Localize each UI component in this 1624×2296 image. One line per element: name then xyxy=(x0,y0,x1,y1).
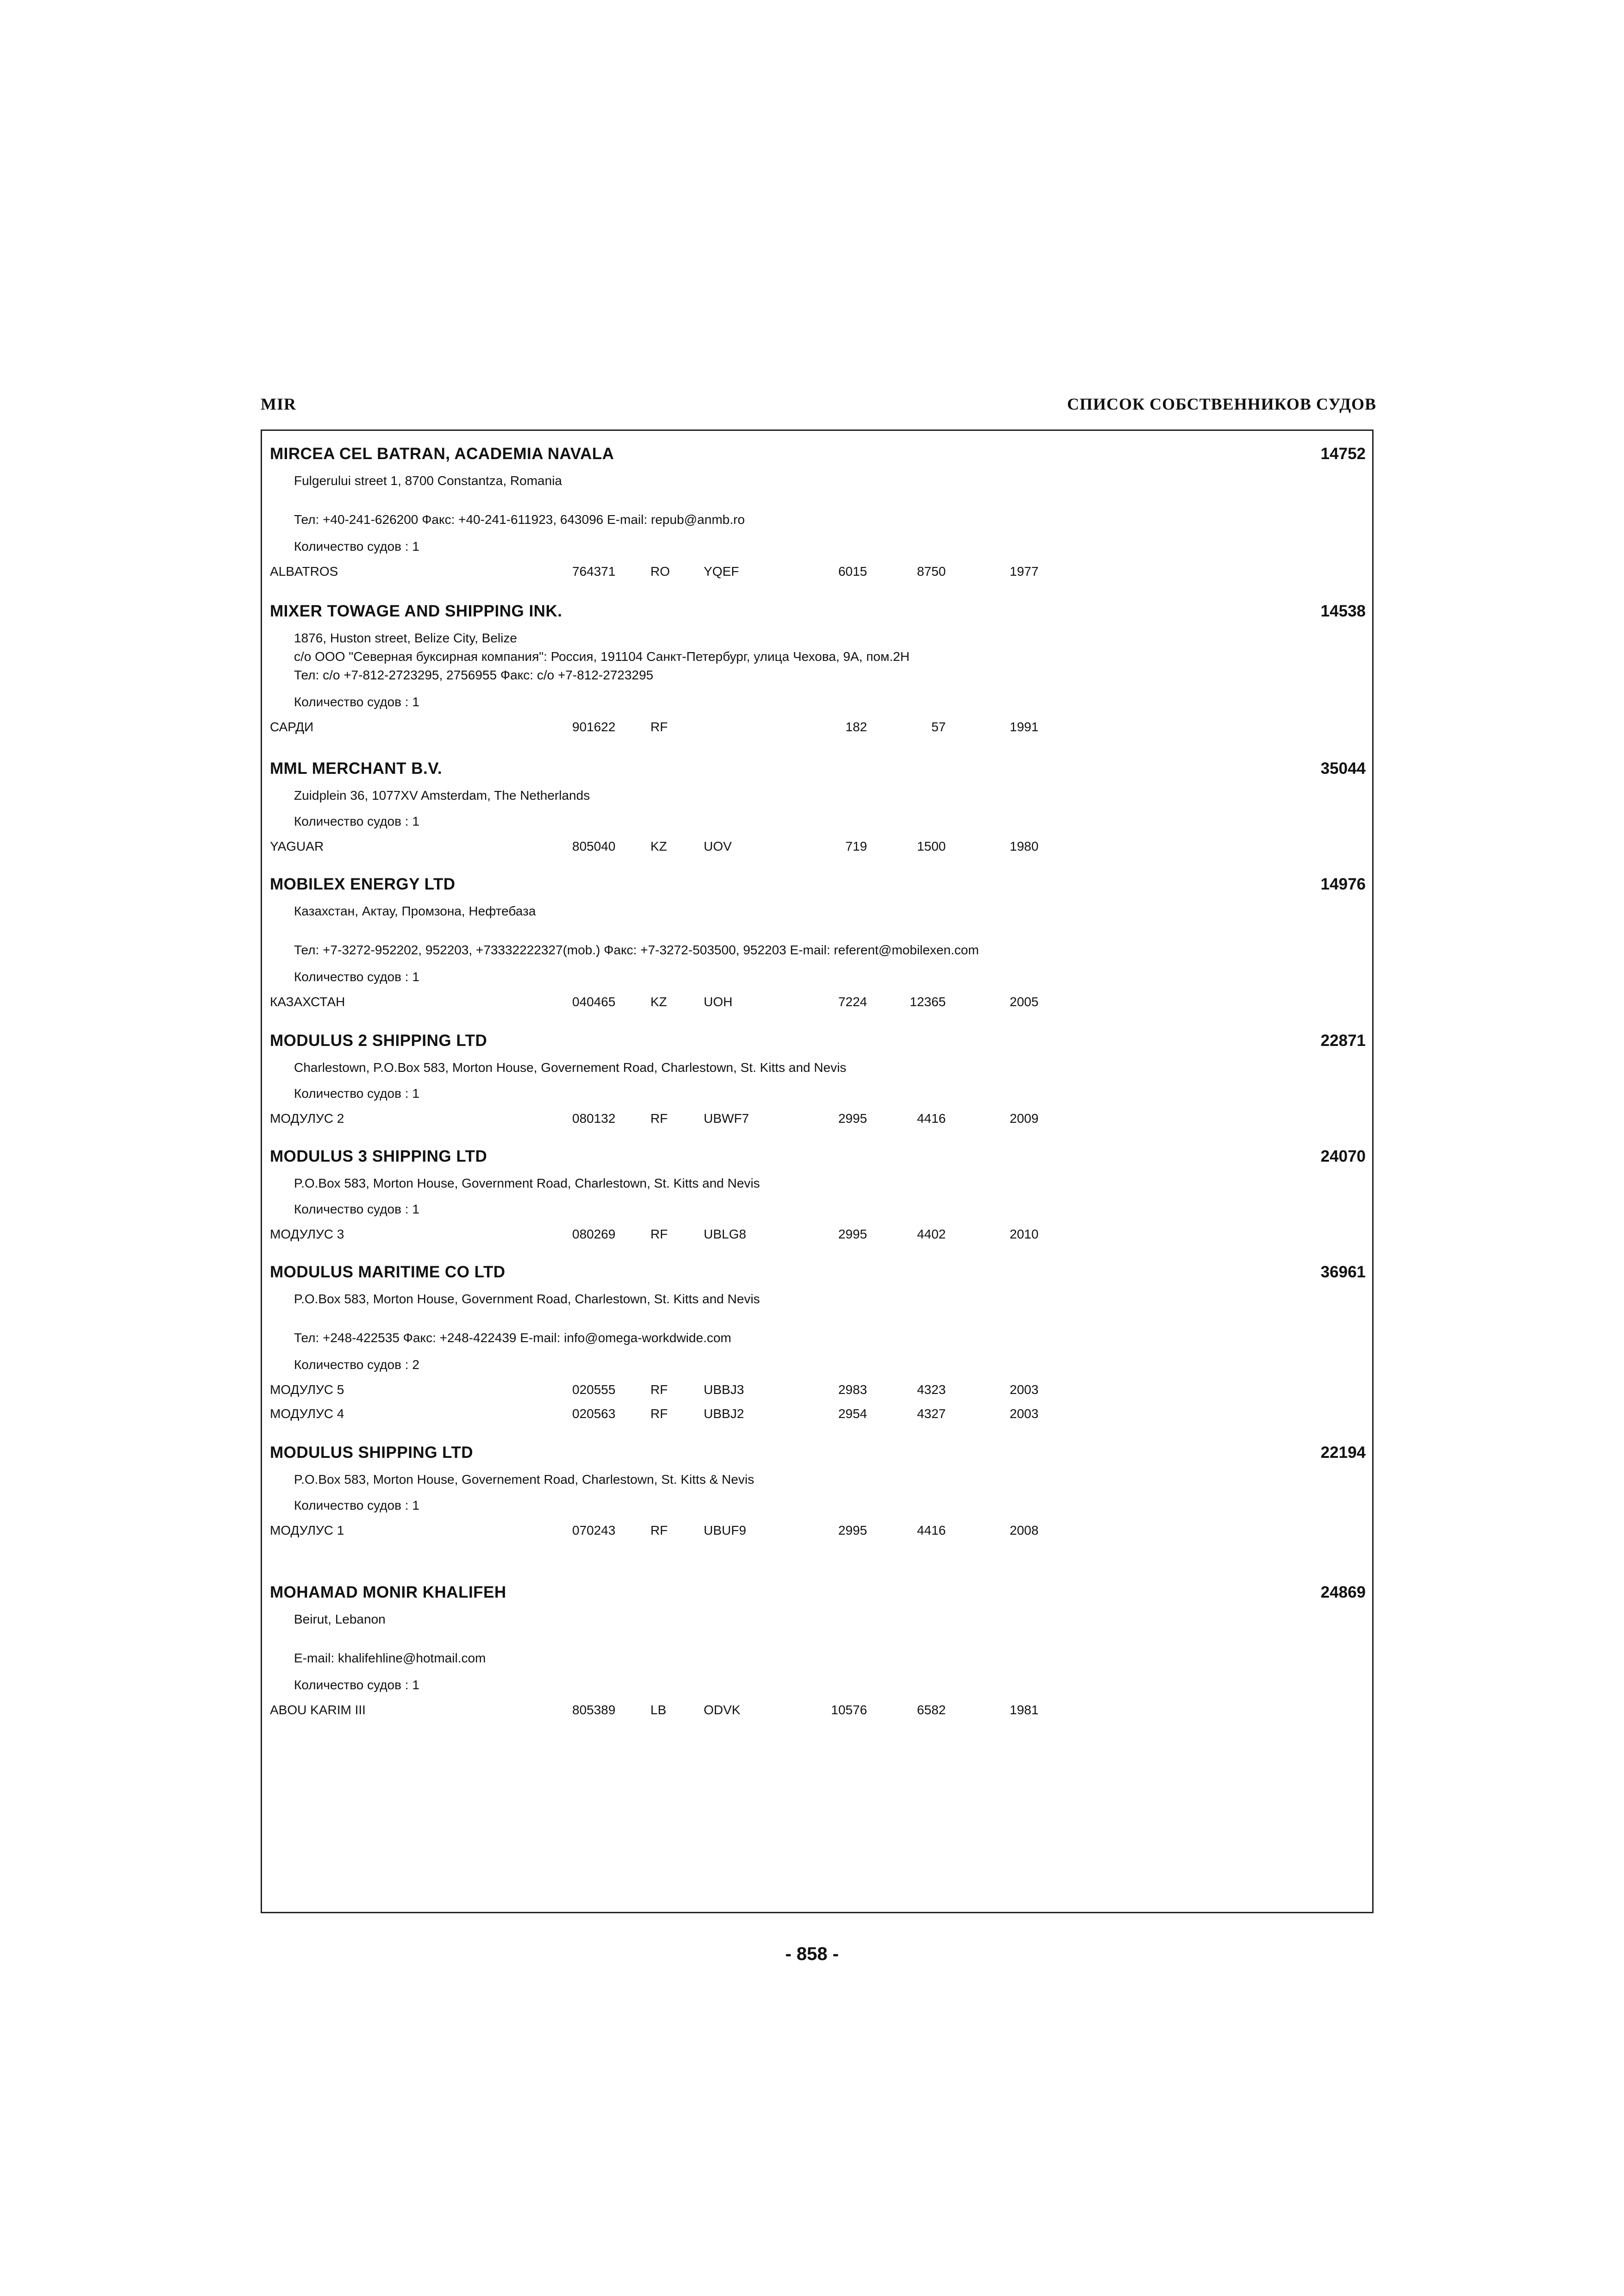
vessel-count: Количество судов : 1 xyxy=(294,970,419,984)
owner-contact: Тел: +40-241-626200 Факс: +40-241-611923, 643096 E-mail: repub@anmb.ro xyxy=(294,512,745,527)
owner-address-row xyxy=(270,1290,1366,1308)
vessel-deadweight: 4416 xyxy=(917,1523,946,1537)
vessel-number: 805389 xyxy=(572,1703,616,1717)
vessel-row xyxy=(270,837,1366,856)
vessel-count: Количество судов : 1 xyxy=(294,539,419,554)
owner-id: 24869 xyxy=(1320,1583,1366,1601)
vessel-row xyxy=(270,1225,1366,1244)
owner-id: 24070 xyxy=(1320,1147,1366,1165)
vessel-flag: RF xyxy=(650,1111,668,1126)
vessel-callsign: ODVK xyxy=(704,1703,741,1717)
vessel-name: МОДУЛУС 3 xyxy=(270,1227,344,1241)
vessel-flag: RF xyxy=(650,1406,668,1421)
vessel-build-year: 1977 xyxy=(1010,564,1039,579)
vessel-gross-tonnage: 7224 xyxy=(838,995,867,1009)
owner-contact-row xyxy=(270,1329,1366,1347)
owner-contact-row xyxy=(270,941,1366,959)
vessel-deadweight: 4416 xyxy=(917,1111,946,1126)
vessel-deadweight: 57 xyxy=(931,720,946,734)
vessel-row xyxy=(270,562,1366,581)
vessel-name: ALBATROS xyxy=(270,564,338,579)
vessel-build-year: 2010 xyxy=(1010,1227,1039,1241)
vessel-flag: RF xyxy=(650,1227,668,1241)
vessel-name: МОДУЛУС 2 xyxy=(270,1111,344,1126)
owner-title-row xyxy=(270,1444,1366,1462)
vessel-deadweight: 1500 xyxy=(917,839,946,853)
owner-id: 36961 xyxy=(1320,1263,1366,1281)
owner-id: 14538 xyxy=(1320,602,1366,620)
vessel-gross-tonnage: 2995 xyxy=(838,1523,867,1537)
owner-name: MIRCEA CEL BATRAN, ACADEMIA NAVALA xyxy=(270,445,614,463)
vessel-count: Количество судов : 2 xyxy=(294,1357,419,1372)
owner-contact-row xyxy=(270,1649,1366,1668)
owner-contact: Тел: +248-422535 Факс: +248-422439 E-mail: info@omega-workdwide.com xyxy=(294,1331,731,1345)
vessel-count-row xyxy=(270,1200,1366,1219)
vessel-flag: RF xyxy=(650,1382,668,1397)
owner-id: 22871 xyxy=(1320,1032,1366,1050)
vessel-count: Количество судов : 1 xyxy=(294,1678,419,1692)
owner-id: 22194 xyxy=(1320,1444,1366,1462)
owner-id: 14976 xyxy=(1320,875,1366,893)
vessel-build-year: 2005 xyxy=(1010,995,1039,1009)
vessel-row xyxy=(270,1109,1366,1128)
vessel-gross-tonnage: 2954 xyxy=(838,1406,867,1421)
vessel-count: Количество судов : 1 xyxy=(294,1202,419,1216)
owner-name: MIXER TOWAGE AND SHIPPING INK. xyxy=(270,602,562,620)
owner-title-row xyxy=(270,1032,1366,1050)
vessel-deadweight: 4323 xyxy=(917,1382,946,1397)
owner-address-row xyxy=(270,1610,1366,1629)
owner-address: P.O.Box 583, Morton House, Government Road, Charlestown, St. Kitts and Nevis xyxy=(294,1292,760,1306)
vessel-build-year: 1981 xyxy=(1010,1703,1039,1717)
owner-address: Charlestown, P.O.Box 583, Morton House, Governement Road, Charlestown, St. Kitts and Nevis xyxy=(294,1060,847,1075)
owner-name: MOHAMAD MONIR KHALIFEH xyxy=(270,1583,506,1601)
owner-title-row xyxy=(270,875,1366,894)
vessel-gross-tonnage: 6015 xyxy=(838,564,867,579)
owner-address: Beirut, Lebanon xyxy=(294,1612,386,1626)
running-header-left: MIR xyxy=(261,395,296,413)
owner-title-row xyxy=(270,1147,1366,1166)
vessel-gross-tonnage: 182 xyxy=(845,720,867,734)
vessel-gross-tonnage: 10576 xyxy=(831,1703,867,1717)
owner-address-secondary: c/o ООО "Северная буксирная компания": Россия, 191104 Санкт-Петербург, улица Чехова, 9А, пом.2Н xyxy=(294,649,910,664)
owner-name: MODULUS SHIPPING LTD xyxy=(270,1444,474,1462)
vessel-row xyxy=(270,1405,1366,1423)
vessel-number: 070243 xyxy=(572,1523,616,1537)
vessel-row xyxy=(270,1701,1366,1719)
vessel-name: КАЗАХСТАН xyxy=(270,995,345,1009)
owner-address-row xyxy=(270,629,1366,647)
vessel-flag: LB xyxy=(650,1703,667,1717)
vessel-callsign: YQEF xyxy=(704,564,739,579)
vessel-callsign: UBUF9 xyxy=(704,1523,746,1537)
vessel-build-year: 1991 xyxy=(1010,720,1039,734)
vessel-deadweight: 4327 xyxy=(917,1406,946,1421)
owners-list xyxy=(262,431,1372,1912)
vessel-name: САРДИ xyxy=(270,720,314,734)
vessel-build-year: 2009 xyxy=(1010,1111,1039,1126)
vessel-count: Количество судов : 1 xyxy=(294,814,419,828)
vessel-row xyxy=(270,1521,1366,1540)
vessel-gross-tonnage: 2983 xyxy=(838,1382,867,1397)
owner-address-row xyxy=(270,1058,1366,1077)
owner-address: Zuidplein 36, 1077XV Amsterdam, The Netherlands xyxy=(294,788,590,803)
vessel-count: Количество судов : 1 xyxy=(294,1086,419,1101)
vessel-row xyxy=(270,718,1366,736)
vessel-number: 764371 xyxy=(572,564,616,579)
vessel-name: МОДУЛУС 4 xyxy=(270,1406,344,1421)
owner-contact: Тел: +7-3272-952202, 952203, +73332222327(mob.) Факс: +7-3272-503500, 952203 E-mail: referent@mobilexen.com xyxy=(294,943,979,957)
running-header-right: СПИСОК СОБСТВЕННИКОВ СУДОВ xyxy=(1067,395,1376,413)
owner-address: P.O.Box 583, Morton House, Governement Road, Charlestown, St. Kitts & Nevis xyxy=(294,1472,754,1487)
owner-title-row xyxy=(270,759,1366,778)
vessel-deadweight: 12365 xyxy=(910,995,946,1009)
vessel-count: Количество судов : 1 xyxy=(294,1498,419,1512)
owners-list-frame xyxy=(261,429,1374,1913)
vessel-callsign: UBBJ3 xyxy=(704,1382,744,1397)
owner-contact-row xyxy=(270,666,1366,684)
vessel-count-row xyxy=(270,693,1366,711)
owner-name: MML MERCHANT B.V. xyxy=(270,759,443,778)
vessel-count-row xyxy=(270,812,1366,831)
owner-contact: E-mail: khalifehline@hotmail.com xyxy=(294,1651,486,1665)
owner-id: 35044 xyxy=(1320,759,1366,778)
vessel-count: Количество судов : 1 xyxy=(294,695,419,709)
vessel-count-row xyxy=(270,537,1366,556)
owner-address: P.O.Box 583, Morton House, Government Road, Charlestown, St. Kitts and Nevis xyxy=(294,1176,760,1190)
vessel-number: 901622 xyxy=(572,720,616,734)
vessel-build-year: 2008 xyxy=(1010,1523,1039,1537)
owner-title-row xyxy=(270,602,1366,621)
vessel-count-row xyxy=(270,1676,1366,1694)
vessel-count-row xyxy=(270,968,1366,986)
vessel-flag: RO xyxy=(650,564,670,579)
owner-address-row xyxy=(270,647,1366,666)
owner-contact-row xyxy=(270,510,1366,529)
page-number: - 858 - xyxy=(785,1944,839,1964)
vessel-number: 040465 xyxy=(572,995,616,1009)
vessel-row xyxy=(270,993,1366,1011)
vessel-callsign: UOV xyxy=(704,839,732,853)
owner-title-row xyxy=(270,1583,1366,1602)
owner-address-row xyxy=(270,472,1366,490)
vessel-flag: RF xyxy=(650,1523,668,1537)
vessel-callsign: UBLG8 xyxy=(704,1227,746,1241)
vessel-gross-tonnage: 2995 xyxy=(838,1227,867,1241)
vessel-deadweight: 4402 xyxy=(917,1227,946,1241)
owner-address: Казахстан, Актау, Промзона, Нефтебаза xyxy=(294,904,536,918)
vessel-deadweight: 6582 xyxy=(917,1703,946,1717)
owner-title-row xyxy=(270,445,1366,463)
vessel-build-year: 2003 xyxy=(1010,1406,1039,1421)
vessel-flag: KZ xyxy=(650,839,667,853)
vessel-gross-tonnage: 2995 xyxy=(838,1111,867,1126)
vessel-row xyxy=(270,1381,1366,1399)
vessel-callsign: UBBJ2 xyxy=(704,1406,744,1421)
vessel-count-row xyxy=(270,1356,1366,1374)
owner-address-row xyxy=(270,786,1366,805)
owner-address-row xyxy=(270,902,1366,921)
owner-id: 14752 xyxy=(1320,445,1366,463)
owner-address: Fulgerului street 1, 8700 Constantza, Romania xyxy=(294,473,562,488)
owner-name: MODULUS MARITIME CO LTD xyxy=(270,1263,506,1281)
vessel-name: ABOU KARIM III xyxy=(270,1703,366,1717)
vessel-count-row xyxy=(270,1084,1366,1103)
vessel-name: YAGUAR xyxy=(270,839,324,853)
owner-contact: Тел: c/o +7-812-2723295, 2756955 Факс: c/o +7-812-2723295 xyxy=(294,668,654,682)
vessel-callsign: UBWF7 xyxy=(704,1111,749,1126)
owner-address: 1876, Huston street, Belize City, Belize xyxy=(294,631,517,645)
vessel-flag: KZ xyxy=(650,995,667,1009)
vessel-callsign: UOH xyxy=(704,995,733,1009)
vessel-deadweight: 8750 xyxy=(917,564,946,579)
vessel-name: МОДУЛУС 5 xyxy=(270,1382,344,1397)
owner-name: MOBILEX ENERGY LTD xyxy=(270,875,456,893)
owner-address-row xyxy=(270,1470,1366,1489)
vessel-flag: RF xyxy=(650,720,668,734)
vessel-name: МОДУЛУС 1 xyxy=(270,1523,344,1537)
vessel-gross-tonnage: 719 xyxy=(845,839,867,853)
owner-name: MODULUS 2 SHIPPING LTD xyxy=(270,1032,487,1050)
vessel-build-year: 2003 xyxy=(1010,1382,1039,1397)
vessel-number: 020563 xyxy=(572,1406,616,1421)
vessel-number: 805040 xyxy=(572,839,616,853)
vessel-number: 080132 xyxy=(572,1111,616,1126)
vessel-build-year: 1980 xyxy=(1010,839,1039,853)
owner-address-row xyxy=(270,1174,1366,1193)
owner-name: MODULUS 3 SHIPPING LTD xyxy=(270,1147,487,1165)
vessel-number: 020555 xyxy=(572,1382,616,1397)
owner-title-row xyxy=(270,1263,1366,1282)
vessel-number: 080269 xyxy=(572,1227,616,1241)
vessel-count-row xyxy=(270,1496,1366,1515)
